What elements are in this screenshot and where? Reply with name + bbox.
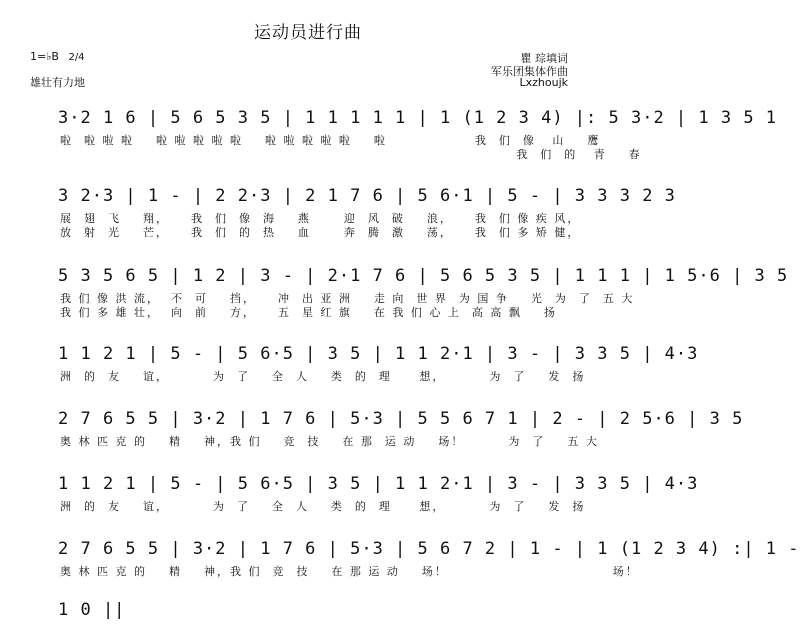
key-signature-block xyxy=(30,50,85,63)
composer-credit: 军乐团集体作曲 xyxy=(491,65,568,78)
tempo-marking: 雄壮有力地 xyxy=(30,76,85,89)
notation-line: 2 7 6 5 5 | 3·2 | 1 7 6 | 5·3 | 5 5 6 7 1 | 2 - | 2 5·6 | 3 5 xyxy=(58,409,744,429)
notation-line: 1 0 || xyxy=(58,600,126,620)
notation-line: 1 1 2 1 | 5 - | 5 6·5 | 3 5 | 1 1 2·1 | 3 - | 3 3 5 | 4·3 xyxy=(58,474,699,494)
song-title: 运动员进行曲 xyxy=(254,23,362,43)
notation-line: 5 3 5 6 5 | 1 2 | 3 - | 2·1 7 6 | 5 6 5 3 5 | 1 1 1 | 1 5·6 | 3 5 xyxy=(58,266,789,286)
lyricist-credit: 瞿 琮填词 xyxy=(520,52,568,65)
transcriber-credit: Lxzhoujk xyxy=(519,76,568,89)
time-signature: 2/4 xyxy=(68,52,85,63)
lyric-verse-1: 洲 的 友 谊， 为 了 全 人 类 的 理 想， 为 了 发 扬 xyxy=(60,500,586,513)
lyric-verse-2: 放 射 光 芒， 我 们 的 热 血 奔 腾 激 荡， 我 们 多 矫 健， xyxy=(60,226,581,239)
lyric-verse-1: 啦 啦 啦 啦 啦 啦 啦 啦 啦 啦 啦 啦 啦 啦 啦 我 们 像 山 鹰 xyxy=(60,134,601,147)
lyric-verse-1: 展 翅 飞 翔， 我 们 像 海 燕 迎 风 破 浪， 我 们 像 疾 风， xyxy=(60,212,581,225)
notation-line: 2 7 6 5 5 | 3·2 | 1 7 6 | 5·3 | 5 6 7 2 | 1 - | 1 (1 2 3 4) :| 1 - xyxy=(58,539,800,559)
lyric-verse-1: 奥 林 匹 克 的 精 神，我 们 竞 技 在 那 运 动 场！ 为 了 五 大 xyxy=(60,435,599,448)
key-signature: 1=♭B xyxy=(30,50,59,63)
notation-line: 3·2 1 6 | 5 6 5 3 5 | 1 1 1 1 1 | 1 (1 2 3 4) |: 5 3·2 | 1 3 5 1 xyxy=(58,108,778,128)
notation-line: 1 1 2 1 | 5 - | 5 6·5 | 3 5 | 1 1 2·1 | 3 - | 3 3 5 | 4·3 xyxy=(58,344,699,364)
lyric-verse-2: 我 们 的 青 春 xyxy=(60,148,642,161)
lyric-verse-1: 洲 的 友 谊， 为 了 全 人 类 的 理 想， 为 了 发 扬 xyxy=(60,370,586,383)
notation-line: 3 2·3 | 1 - | 2 2·3 | 2 1 7 6 | 5 6·1 | 5 - | 3 3 3 2 3 xyxy=(58,186,676,206)
lyric-verse-1: 奥 林 匹 克 的 精 神，我 们 竞 技 在 那 运 动 场！ 场！ xyxy=(60,565,639,578)
lyric-verse-1: 我 们 像 洪 流， 不 可 挡， 冲 出 亚 洲 走 向 世 界 为 国 争 光 为 了 五 大 xyxy=(60,292,635,305)
lyric-verse-2: 我 们 多 雄 壮， 向 前 方， 五 星 红 旗 在 我 们 心 上 高 高 飘 扬 xyxy=(60,306,557,319)
